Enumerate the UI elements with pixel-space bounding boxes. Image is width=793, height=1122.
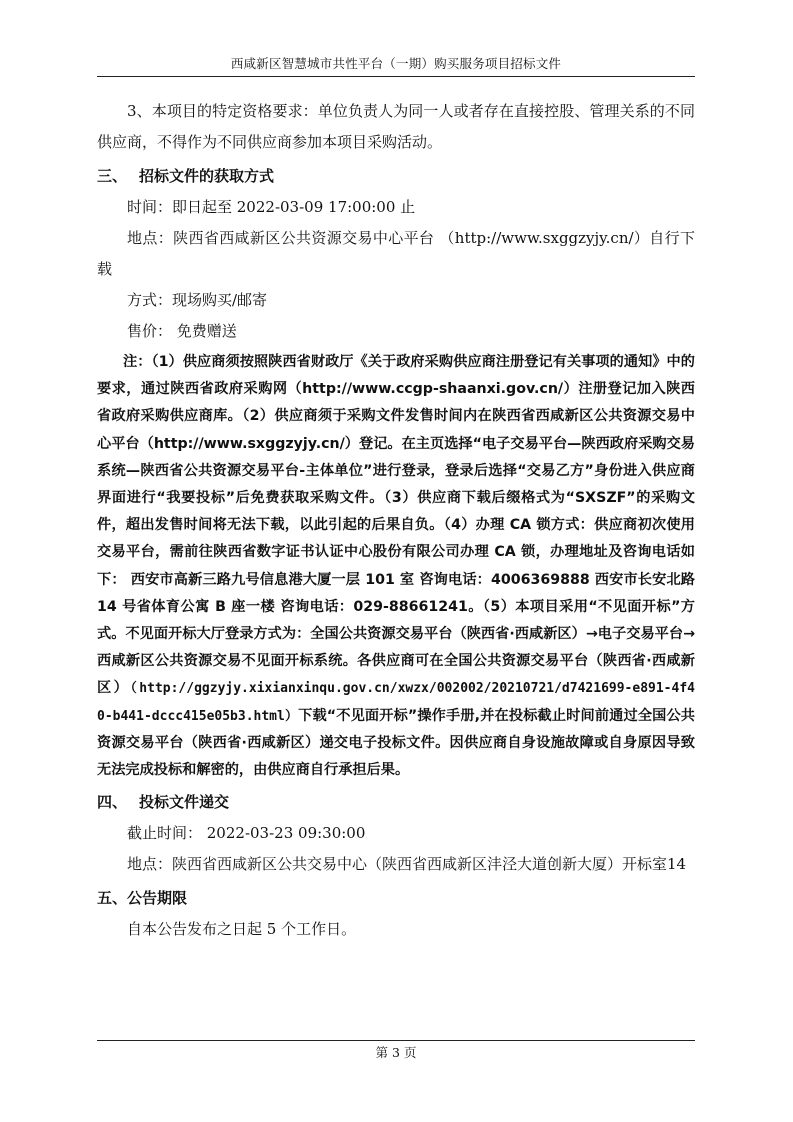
section-number: 四、 xyxy=(97,793,128,812)
note-body: （1）供应商须按照陕西省财政厅《关于政府采购供应商注册登记有关事项的通知》中的要求，通过陕西省政府采购网（http://www.ccgp-shaanxi.gov.cn/）注册登记加入陕西省政府采购供应商库。（2）供应商须于采购文件发售时间内在陕西省西咸新区公共资源交易中心平台（http://www.sxggzyjy.cn/）登记。在主页选择“电子交易平台—陕西政府采购交易系统—陕西省公共资源交易平台-主体单位”进行登录，登录后选择“交易乙方”身份进入供应商界面进行“我要投标”后免费获取采购文件。（3）供应商下载后缀格式为“SXSZF”的采购文件，超出发售时间将无法下载，以此引起的后果自负。（4）办理 CA 锁方式：供应商初次使用交易平台，需前往陕西省数字证书认证中心股份有限公司办理 CA 锁，办理地址及咨询电话如下： 西安市高新三路九号信息港大厦一层 101 室 咨询电话：4006369888 西安市长安北路 14 号省体育公寓 B 座一楼 咨询电话：029-88661241。（5）本项目采用“不见面开标”方式。不见面开标大厅登录方式为：全国公共资源交易平台（陕西省·西咸新区）→电子交易平台→西咸新区公共资源交易不见面开标系统。各供应商可在全国公共资源交易平台（陕西省·西咸新区） xyxy=(97,354,695,697)
header-divider xyxy=(97,76,695,77)
document-header: 西咸新区智慧城市共性平台（一期）购买服务项目招标文件 xyxy=(230,56,562,71)
obtain-time: 时间：即日起至 2022-03-09 17:00:00 止 xyxy=(127,198,416,216)
obtain-place: 地点：陕西省西咸新区公共资源交易中心平台 （http://www.sxggzyjy.cn/）自行下载 xyxy=(97,229,695,278)
submission-place: 地点：陕西省西咸新区公共交易中心（陕西省西咸新区沣泾大道创新大厦）开标室14 xyxy=(127,855,687,874)
obtain-price: 售价： 免费赠送 xyxy=(127,322,237,340)
section-number: 三、 xyxy=(97,167,128,185)
obtain-method: 方式：现场购买/邮寄 xyxy=(127,291,268,309)
obtain-note xyxy=(97,349,695,784)
note-url: （http://ggzyjy.xixianxinqu.gov.cn/xwzx/002002/20210721/d7421699-e891-4f40-b441-dccc415e05b3.html） xyxy=(97,681,695,724)
qualification-requirement-3: 3、本项目的特定资格要求：单位负责人为同一人或者存在直接控股、管理关系的不同供应商，不得作为不同供应商参加本项目采购活动。 xyxy=(97,102,695,151)
section-title: 招标文件的获取方式 xyxy=(139,167,275,185)
page-body xyxy=(97,96,695,945)
section-heading-3 xyxy=(97,161,695,192)
footer-divider xyxy=(97,1040,695,1041)
page-number: 第 3 页 xyxy=(375,1045,417,1060)
submission-deadline: 截止时间： 2022-03-23 09:30:00 xyxy=(127,824,366,843)
note-tail: 下载“不见面开标”操作手册,并在投标截止时间前通过全国公共资源交易平台（陕西省·西咸新区）递交电子投标文件。因供应商自身设施故障或自身原因导致无法完成投标和解密的，由供应商自行承担后果。 xyxy=(97,707,695,779)
section-heading-4 xyxy=(97,787,695,818)
section-title: 投标文件递交 xyxy=(139,793,230,812)
note-lead: 注： xyxy=(123,354,152,370)
announcement-period: 自本公告发布之日起 5 个工作日。 xyxy=(127,920,357,939)
section-heading-5: 五、公告期限 xyxy=(97,889,188,908)
